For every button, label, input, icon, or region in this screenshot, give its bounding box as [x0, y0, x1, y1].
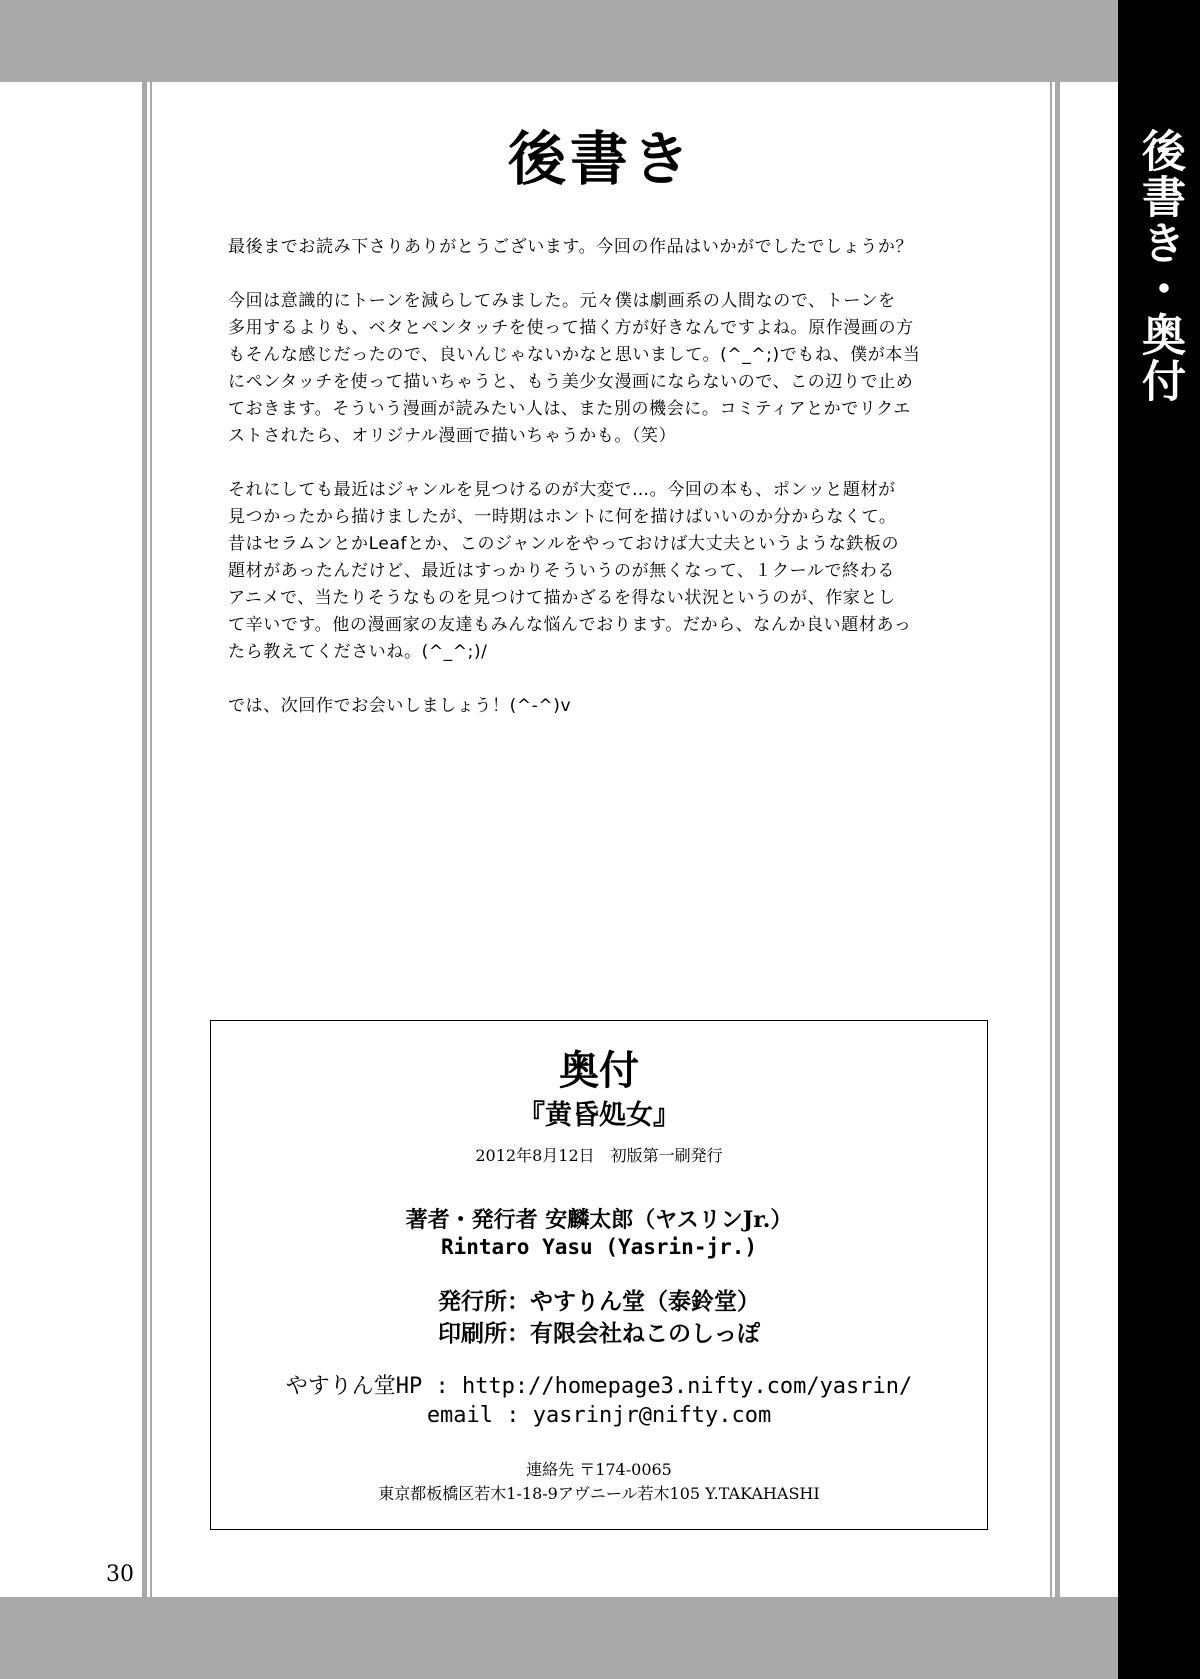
bottom-gray-band [0, 1597, 1118, 1679]
afterword-line: ておきます。そういう漫画が読みたい人は、また別の機会に。コミティアとかでリクエ [228, 399, 911, 419]
afterword-line: 題材があったんだけど、最近はすっかりそういうのが無くなって、１クールで終わる [228, 561, 895, 581]
author-name-romanized: Rintaro Yasu (Yasrin-jr.) [440, 1235, 758, 1259]
printer-line: 印刷所：有限会社ねこのしっぽ [438, 1321, 760, 1347]
afterword-line: 最後までお読み下さりありがとうございます。今回の作品はいかがでしたでしょうか？ [228, 237, 914, 257]
right-border-rule-thin [1050, 0, 1052, 1679]
afterword-line: 多用するよりも、ベタとペンタッチを使って描く方が好きなんですよね。原作漫画の方 [228, 318, 914, 338]
page-number: 30 [106, 1562, 134, 1587]
publisher-line: 発行所：やすりん堂（泰鈴堂） [438, 1289, 760, 1315]
book-title: 『黄昏処女』 [518, 1100, 680, 1131]
afterword-line: 今回は意識的にトーンを減らしてみました。元々僕は劇画系の人間なので、トーンを [228, 291, 896, 311]
afterword-paragraph-3 [228, 477, 948, 666]
afterword-line: て辛いです。他の漫画家の友達もみんな悩んでおります。だから、なんか良い題材あっ [228, 615, 912, 635]
afterword-paragraph-4 [228, 693, 948, 720]
side-index-title: 後書き・奥付 [1134, 128, 1185, 404]
afterword-paragraph-2 [228, 288, 948, 450]
afterword-paragraph-1 [228, 234, 948, 261]
afterword-line: にペンタッチを使って描いちゃうと、もう美少女漫画にならないので、この辺りで止め [228, 372, 914, 392]
afterword-line: 見つかったから描けましたが、一時期はホントに何を描けばいいのか分からなくて。 [228, 507, 897, 527]
afterword-line: もそんな感じだったので、良いんじゃないかなと思いまして。(^_^;)でもね、僕が本当 [228, 345, 921, 365]
colophon-title: 奥付 [559, 1048, 639, 1094]
afterword-body [228, 234, 948, 747]
afterword-line: それにしても最近はジャンルを見つけるのが大変で…。今回の本も、ポンッと題材が [228, 480, 896, 500]
afterword-line: ストされたら、オリジナル漫画で描いちゃうかも。（笑） [228, 426, 677, 446]
afterword-line: たら教えてくださいね。(^_^;)/ [228, 642, 488, 662]
homepage-url: やすりん堂HP : http://homepage3.nifty.com/yasrin/ [285, 1374, 913, 1399]
email-address: email : yasrinjr@nifty.com [426, 1403, 772, 1428]
left-border-rule-thin [150, 0, 152, 1679]
colophon-box [210, 1020, 988, 1530]
right-border-rule [1055, 0, 1060, 1679]
left-border-rule [142, 0, 147, 1679]
author-line: 著者・発行者 安麟太郎（ヤスリンJr.） [405, 1207, 793, 1233]
top-gray-band [0, 0, 1118, 82]
afterword-line: アニメで、当たりそうなものを見つけて描かざるを得ない状況というのが、作家とし [228, 588, 896, 608]
contact-postal-code: 連絡先 〒174-0065 [526, 1460, 672, 1479]
publication-date: 2012年8月12日 初版第一刷発行 [475, 1146, 723, 1165]
afterword-line: では、次回作でお会いしましょう！(^-^)v [228, 696, 572, 716]
contact-address: 東京都板橋区若木1-18-9アヴニール若木105 Y.TAKAHASHI [378, 1484, 820, 1503]
afterword-title: 後書き [507, 125, 694, 193]
afterword-line: 昔はセラムンとかLeafとか、このジャンルをやっておけば大丈夫というような鉄板の [228, 534, 900, 554]
